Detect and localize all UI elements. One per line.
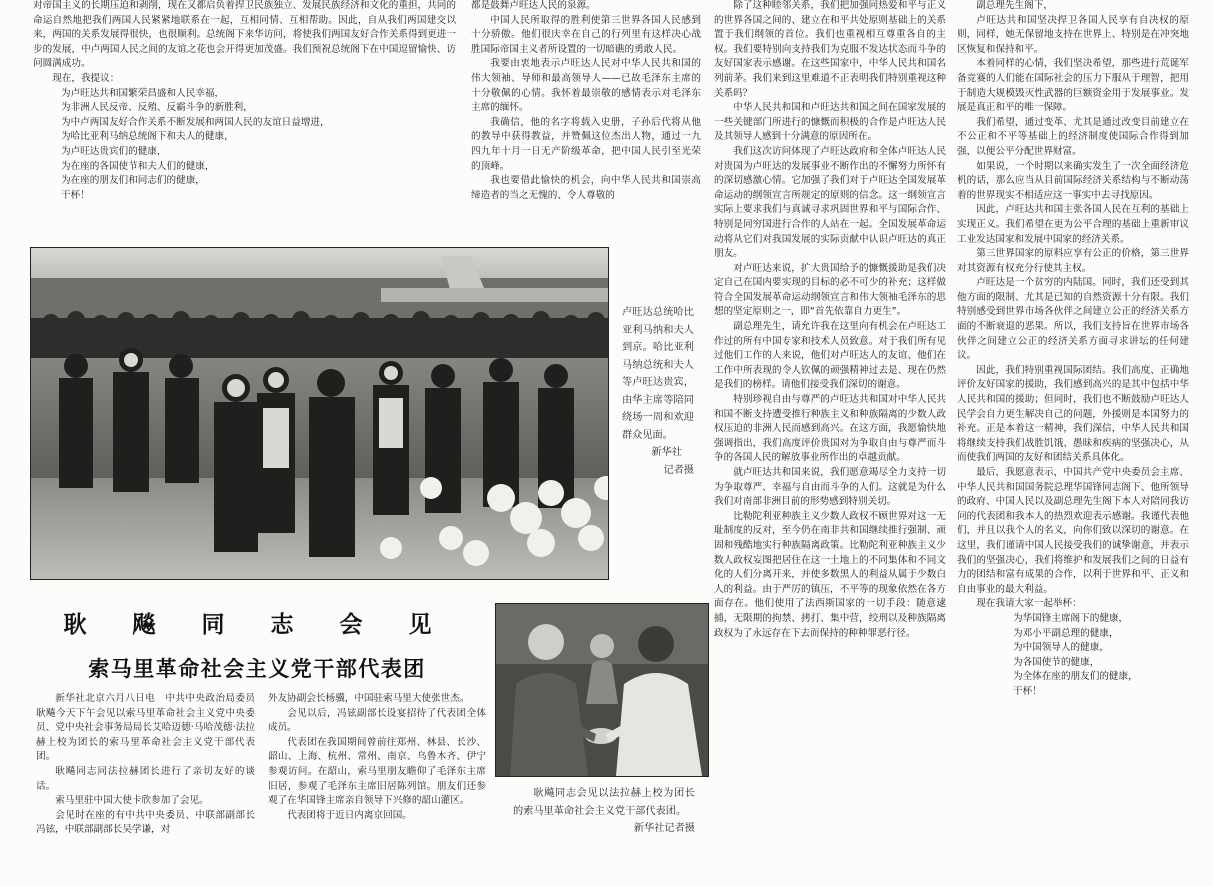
toast-line: 干杯！ xyxy=(61,189,90,201)
paragraph: 除了这种睦邻关系，我们把加强同热爱和平与正义的世界各国之间的、建立在和平共处原则基础上的关系置于我们纲领的首位。我们也重视相互尊重各自的主权。我们要特别向支持我们为克服不发达状态而斗争的友好国家表示感谢。在这些国家中，中华人民共和国名列前茅。我们来到这里难道不正表明我们特别重视这种关系吗？ xyxy=(714,0,946,99)
paragraph: 卢旺达是一个贫穷的内陆国。同时，我们还受到其他方面的限制、尤其是已知的自然资源十分有限。我们特别感受到世界市场各伙伴之间建立公正的经济关系方面的不断衰退的恶果。所以，我们支持旨在世界市场各伙伴之间建立公正的经济关系方面寻求讲坛的任何建议。 xyxy=(957,277,1189,362)
toast-line: 为中卢两国友好合作关系不断发展和两国人民的友谊日益增进， xyxy=(61,116,330,128)
toast-line: 为卢旺达贵宾们的健康， xyxy=(61,145,167,157)
paragraph: 会见以后，冯铉副部长设宴招待了代表团全体成员。 xyxy=(268,707,486,734)
paragraph: 耿飚同志同法拉赫团长进行了亲切友好的谈话。 xyxy=(36,765,255,792)
toast-line: 为在座的朋友们和同志们的健康， xyxy=(61,175,205,187)
paragraph: 我们这次访问体现了卢旺达政府和全体卢旺达人民对贵国为卢旺达的发展事业不断作出的不懈努力所怀有的深切感激心情。它加强了我们对于卢旺达全国发展革命运动的纲领宣言所规定的原则的信念。这一纲领宣言实际上要求我们与真诚寻求巩固世界和平与国际合作、特别是同穷国进行合作的人站在一起。全国发展革命运动将从它们对我国发展的实际贡献中认识卢旺达的真正朋友。 xyxy=(714,145,946,260)
paragraph: 卢旺达共和国坚决捍卫各国人民享有自决权的原则，同样，她无保留地支持在世界上、特别是在冲突地区恢复和保持和平。 xyxy=(957,14,1189,55)
toast-line: 干杯！ xyxy=(1013,685,1042,697)
meeting-photo-caption xyxy=(513,785,695,838)
paragraph: 我也要借此愉快的机会，向中华人民共和国崇高缔造者的当之无愧的、令人尊敬的 xyxy=(471,175,701,201)
paragraph: 特别珍视自由与尊严的卢旺达共和国对中华人民共和国不断支持遭受推行种族主义和种族隔离的少数人政权压迫的非洲人民而感到高兴。在这方面，我愿愉快地强调指出，我们高度评价贵国对为争取自由与尊严而斗争的各国人民的解放事业所作出的卓越贡献。 xyxy=(714,394,946,464)
paragraph: 最后，我愿意表示，中国共产党中央委员会主席、中华人民共和国国务院总理华国锋同志阁下、他所领导的政府、中国人民以及副总理先生阁下本人对陪同我访问的代表团和我本人的热烈欢迎表示感谢。我谨代表他们，并且以我个人的名义，向你们致以深切的谢意。在这里，我们谨请中国人民接受我们的诚挚谢意，并表示我们的坚强决心，我们将维护和发展我们之间的日益有力的团结和富有成果的合作，以利于世界和平、正义和自由事业的最大利益。 xyxy=(957,467,1189,595)
article1-col4 xyxy=(957,0,1189,859)
headline-line1: 耿 飚 同 志 会 见 xyxy=(63,611,451,638)
arrival-photo-caption xyxy=(622,304,694,479)
photo-credit: 新华社 xyxy=(651,447,682,458)
arrival-photo-image xyxy=(31,248,608,579)
paragraph: 都是鼓舞卢旺达人民的泉源。 xyxy=(471,0,596,11)
photo-credit: 新华社记者摄 xyxy=(633,823,695,834)
paragraph: 因此，卢旺达共和国主张各国人民在互利的基础上实现正义。我们希望在更为公平合理的基础上重新审议工业发达国家和发展中国家的经济关系。 xyxy=(957,204,1189,245)
paragraph: 现在，我提议： xyxy=(52,72,120,84)
article1-col1 xyxy=(33,0,456,203)
caption-text: 卢旺达总统哈比亚利马纳和夫人到京。哈比亚利马纳总统和夫人等卢旺达贵宾，由华主席等陪同绕场一周和欢迎群众见面。 xyxy=(622,307,694,441)
arrival-photo xyxy=(30,247,609,580)
toast-line: 为哈比亚利马纳总统阁下和夫人的健康， xyxy=(61,131,234,143)
paragraph: 代表团在我国期间曾前往郑州、林县、长沙、韶山、上海、杭州、常州、南京、乌鲁木齐、伊宁参观访问。在韶山，索马里朋友瞻仰了毛泽东主席旧居，参观了毛泽东主席旧居陈列馆。朋友们还参观了在华国锋主席亲自领导下兴修的韶山灌区。 xyxy=(268,736,486,807)
photo-credit: 记者摄 xyxy=(663,464,694,476)
paragraph: 我确信，他的名字将载入史册，子孙后代将从他的教导中获得教益，并赞佩这位杰出人物，通过一九四九年十月一日无产阶级革命，把中国人民引至光荣的顶峰。 xyxy=(471,116,701,172)
paragraph: 我们希望，通过变革、尤其是通过改变目前建立在不公正和不平等基础上的经济制度使国际合作得到加强，以便公平分配世界财富。 xyxy=(957,116,1189,157)
article1-col2 xyxy=(471,0,701,203)
article1-col3 xyxy=(714,0,946,859)
paragraph: 副总理先生，请允许我在这里向有机会在卢旺达工作过的所有中国专家和技术人员致意。对于我们所有见过他们工作的人来说，他们对卢旺达人的友谊、他们在工作中所表现的令人钦佩的顽强精神过去是、现在仍然是我们的榜样。请他们接受我们深切的谢意。 xyxy=(714,321,946,391)
paragraph: 会见时在座的有中共中央委员、中联部副部长冯铉，中联部副部长吴学谦，对 xyxy=(36,809,255,836)
paragraph: 中国人民所取得的胜利使第三世界各国人民感到十分骄傲。他们很庆幸在自己的行列里有这样决心战胜国际帝国主义者所设置的一切暗礁的勇敢人民。 xyxy=(471,14,701,55)
paragraph: 如果说，一个时期以来确实发生了一次全面经济危机的话，那么应当从目前国际经济关系结构与不断动荡着的世界现实不相适应这一事实中去寻找原因。 xyxy=(957,160,1189,201)
paragraph: 现在我请大家一起举杯： xyxy=(976,598,1082,610)
paragraph: 新华社北京六月八日电 中共中央政治局委员耿飚今天下午会见以索马里革命社会主义党中央委员、党中央社会事务局局长艾哈迈德·马哈茂德·法拉赫上校为团长的索马里革命社会主义党干部代表团。 xyxy=(36,693,255,763)
paragraph: 本着同样的心情，我们坚决希望，那些进行荒诞军备竞赛的人们能在国际社会的压力下服从于理智，把用于制造大规模毁灭性武器的巨额资金用于发展事业。发展是真正和平的唯一保障。 xyxy=(957,58,1189,114)
article2-col2 xyxy=(268,692,486,823)
paragraph: 中华人民共和国和卢旺达共和国之间在国家发展的一些关键部门所进行的慷慨而积极的合作是卢旺达人民及其领导人感到十分满意的原因所在。 xyxy=(714,102,946,143)
paragraph: 对卢旺达来说，扩大贵国给予的慷慨援助是我们决定自己在国内要实现的目标的必不可少的补充；这样做符合全国发展革命运动纲领宣言和伟大领袖毛泽东的思想的坚定原则之一，即“首先依靠自力更生”。 xyxy=(714,262,946,318)
toast-line: 为邓小平副总理的健康， xyxy=(1013,627,1119,639)
meeting-photo xyxy=(495,603,709,777)
toast-line: 为非洲人民反帝、反殖、反霸斗争的新胜利， xyxy=(61,102,253,114)
toast-line: 为华国锋主席阁下的健康， xyxy=(1013,612,1129,624)
paragraph: 对帝国主义的长期压迫和剥削，现在又都启负着捍卫民族独立、发展民族经济和文化的重担，共同的命运自然地把我们两国人民紧紧地联系在一起，互相同情、互相帮助。因此，自从我们两国建交以来，两国的关系发展得很快，也很顺利。总统阁下来华访问，将使我们两国友好合作关系得到更进一步的发展，中卢两国人民之间的友谊之花也会开得更加茂盛。我们预祝总统阁下在中国逗留愉快、访问圆满成功。 xyxy=(33,0,456,70)
paragraph: 因此，我们特别重视国际团结。我们高度、正确地评价友好国家的援助，我们感到高兴的是其中包括中华人民共和国的援助；但同时，我们也不断鼓励卢旺达人民学会自力更生解决自己的问题，外援则是本国努力的补充。正是本着这一精神，我们深信，中华人民共和国将继续支持我们战胜饥饿、愚昧和疾病的坚强决心，从而使我们两国的友好和团结关系具体化。 xyxy=(957,364,1189,464)
paragraph: 外友协副会长杨骥，中国驻索马里大使张世杰。 xyxy=(268,693,470,704)
toast-line: 为各国使节的健康， xyxy=(1013,656,1100,668)
meeting-photo-image xyxy=(496,604,708,776)
toast-line: 为中国领导人的健康， xyxy=(1013,642,1109,654)
paragraph: 就卢旺达共和国来说，我们愿意竭尽全力支持一切为争取尊严、幸福与自由而斗争的人们。这就是为什么我们对南部非洲目前的形势感到特别关切。 xyxy=(714,467,946,508)
paragraph: 副总理先生阁下， xyxy=(976,0,1053,11)
paragraph: 第三世界国家的原料应享有公正的价格，第三世界对其资源有权充分行使其主权。 xyxy=(957,248,1189,274)
article2-headline xyxy=(30,606,484,683)
paragraph: 比勒陀利亚种族主义少数人政权不顾世界对这一无耻制度的反对，至今仍在南非共和国继续推行强制、顽固和残酷地实行种族隔离政策。比勒陀利亚种族主义少数人政权妄图把居住在这一土地上的不同集体和不同文化的人们分离开来，并使多数黑人的利益从属于少数白人的利益。由于严厉的镇压，不平等的现象依然在各方面存在。他们使用了法西斯国家的一切手段：随意逮捕，无限期的拘禁、拷打、集中营，绞刑以及种族隔离政权为了永远存在下去而保持的种种罪恶行径。 xyxy=(714,510,946,639)
toast-line: 为在座的各国使节和夫人们的健康， xyxy=(61,160,215,172)
toast-line: 为卢旺达共和国繁荣昌盛和人民幸福， xyxy=(61,87,225,99)
paragraph: 索马里驻中国大使卡欣参加了会见。 xyxy=(55,795,209,807)
article2-col1 xyxy=(36,692,255,838)
paragraph: 代表团将于近日内离京回国。 xyxy=(287,809,412,821)
caption-text: 耿飚同志会见以法拉赫上校为团长的索马里革命社会主义党干部代表团。 xyxy=(513,788,695,817)
headline-line2: 索马里革命社会主义党干部代表团 xyxy=(88,656,426,681)
paragraph: 我要由衷地表示卢旺达人民对中华人民共和国的伟大领袖、导师和最高领导人——已故毛泽东主席的十分敬佩的心情。我怀着最崇敬的感情表示对毛泽东主席的缅怀。 xyxy=(471,58,701,114)
toast-line: 为全体在座的朋友们的健康， xyxy=(1013,671,1138,683)
